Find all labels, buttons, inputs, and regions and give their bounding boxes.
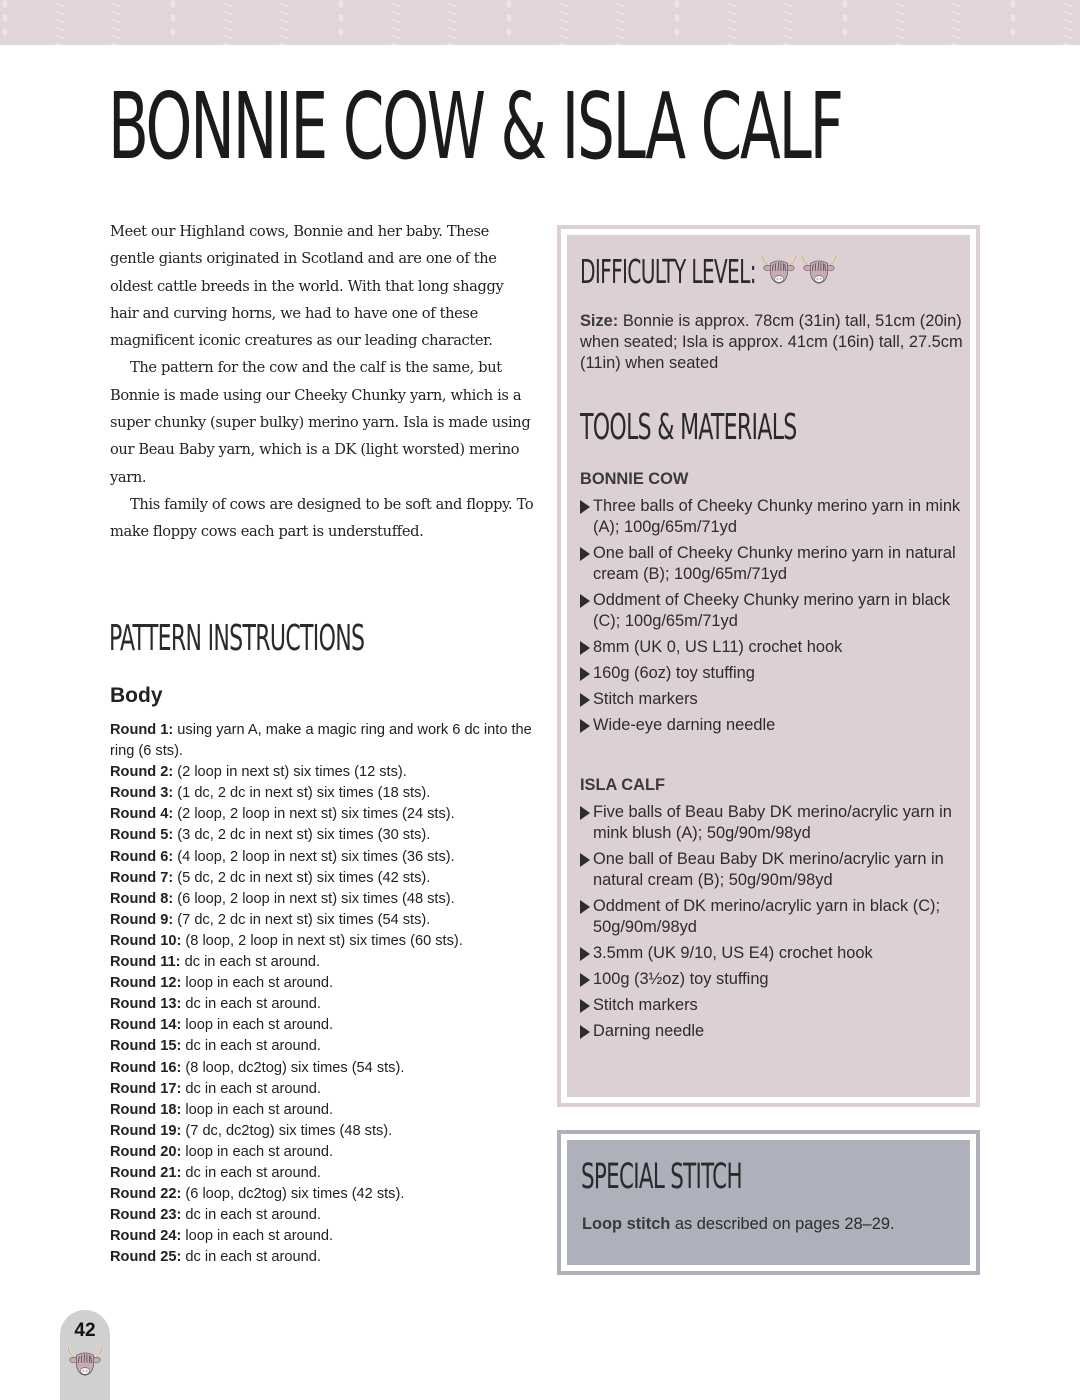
material-text: Stitch markers: [593, 690, 698, 708]
dash-mark: [1064, 43, 1071, 45]
dash-mark: [280, 43, 287, 45]
dash-mark: [112, 27, 119, 30]
dot-mark: [3, 0, 8, 8]
dash-mark: [784, 11, 791, 14]
round-instruction: (2 loop in next st) six times (12 sts).: [173, 764, 407, 781]
round-instruction: (7 dc, 2 dc in next st) six times (54 sts).: [173, 911, 431, 928]
dash-mark: [728, 11, 735, 14]
dash-mark: [280, 19, 287, 22]
round-instruction: dc in each st around.: [181, 1249, 321, 1266]
yarn-pattern-decoration: [0, 0, 1080, 45]
material-item: [580, 590, 965, 632]
isla-materials-list: [580, 802, 965, 1047]
dash-mark: [392, 35, 399, 38]
material-text: Five balls of Beau Baby DK merino/acrylic yarn in mink blush (A); 50g/90m/98yd: [593, 803, 952, 842]
pattern-round: [110, 1142, 540, 1163]
dash-mark: [952, 27, 959, 30]
dash-mark: [280, 27, 287, 30]
dash-mark: [1064, 19, 1071, 22]
dash-mark: [392, 27, 399, 30]
round-label: Round 5:: [110, 827, 174, 844]
round-instruction: dc in each st around.: [181, 1080, 321, 1097]
page-title: BONNIE COW & ISLA CALF: [108, 73, 842, 180]
dash-mark: [952, 11, 959, 14]
dash-mark: [56, 35, 63, 38]
pattern-round: [110, 762, 540, 783]
highland-cow-icon: [800, 252, 838, 290]
material-item: [580, 543, 965, 585]
bullet-triangle-icon: [580, 999, 590, 1013]
bullet-triangle-icon: [580, 641, 590, 655]
round-instruction: loop in each st around.: [181, 1101, 334, 1118]
dash-mark: [448, 43, 455, 45]
dash-mark: [280, 35, 287, 38]
dash-mark: [728, 3, 735, 6]
round-label: Round 19:: [110, 1122, 182, 1139]
pattern-round: [110, 994, 540, 1015]
dot-mark: [675, 14, 680, 22]
pattern-round: [110, 1226, 540, 1247]
pattern-round: [110, 1100, 540, 1121]
dot-mark: [1011, 28, 1016, 36]
round-instruction: dc in each st around.: [181, 1207, 321, 1224]
material-item: [580, 689, 965, 710]
bullet-triangle-icon: [580, 719, 590, 733]
dash-mark: [1064, 11, 1071, 14]
pattern-round: [110, 1184, 540, 1205]
dash-mark: [56, 27, 63, 30]
bullet-triangle-icon: [580, 667, 590, 681]
dot-mark: [1011, 14, 1016, 22]
dash-mark: [448, 19, 455, 22]
round-label: Round 17:: [110, 1080, 182, 1097]
material-item: [580, 849, 965, 891]
material-text: Wide-eye darning needle: [593, 716, 776, 734]
dash-mark: [1064, 27, 1071, 30]
round-instruction: dc in each st around.: [181, 1038, 321, 1055]
dash-mark: [224, 43, 231, 45]
dash-mark: [784, 43, 791, 45]
dash-mark: [728, 35, 735, 38]
pattern-round: [110, 910, 540, 931]
round-label: Round 8:: [110, 890, 174, 907]
dash-mark: [1064, 35, 1071, 38]
pattern-round: [110, 889, 540, 910]
round-label: Round 23:: [110, 1207, 182, 1224]
intro-paragraph: This family of cows are designed to be soft and floppy. To make floppy cows each part is understuffed.: [110, 495, 534, 541]
rounds-list: [110, 720, 540, 1268]
intro-text: [110, 218, 535, 546]
dash-mark: [56, 11, 63, 14]
round-label: Round 20:: [110, 1143, 182, 1160]
dash-mark: [952, 3, 959, 6]
special-stitch-description: as described on pages 28–29.: [670, 1215, 895, 1233]
body-section-heading: Body: [110, 684, 163, 707]
round-label: Round 13:: [110, 996, 182, 1013]
dot-mark: [339, 0, 344, 8]
dash-mark: [896, 35, 903, 38]
page-number: 42: [74, 1320, 96, 1341]
dash-mark: [616, 43, 623, 45]
material-text: 100g (3½oz) toy stuffing: [593, 970, 769, 988]
dash-mark: [112, 35, 119, 38]
material-text: 160g (6oz) toy stuffing: [593, 664, 755, 682]
special-stitch-name: Loop stitch: [582, 1215, 671, 1233]
pattern-round: [110, 1121, 540, 1142]
dot-mark: [843, 14, 848, 22]
dot-mark: [507, 14, 512, 22]
round-label: Round 1:: [110, 722, 174, 738]
dash-mark: [280, 11, 287, 14]
dash-mark: [560, 11, 567, 14]
bullet-triangle-icon: [580, 594, 590, 608]
round-instruction: (5 dc, 2 dc in next st) six times (42 sts).: [173, 869, 431, 886]
bullet-triangle-icon: [580, 547, 590, 561]
dash-mark: [728, 43, 735, 45]
highland-cow-icon: [760, 252, 798, 290]
dot-mark: [843, 0, 848, 8]
highland-cow-icon: [66, 1344, 104, 1382]
dash-mark: [112, 43, 119, 45]
material-item: [580, 896, 965, 938]
material-text: Oddment of Cheeky Chunky merino yarn in black (C); 100g/65m/71yd: [593, 591, 951, 630]
bullet-triangle-icon: [580, 973, 590, 987]
bullet-triangle-icon: [580, 1025, 590, 1039]
pattern-round: [110, 783, 540, 804]
round-instruction: (2 loop, 2 loop in next st) six times (24 sts).: [173, 806, 455, 823]
dash-mark: [560, 35, 567, 38]
round-instruction: (3 dc, 2 dc in next st) six times (30 sts).: [173, 827, 431, 844]
dash-mark: [560, 19, 567, 22]
dash-mark: [112, 19, 119, 22]
intro-paragraph: Meet our Highland cows, Bonnie and her baby. These gentle giants originated in Scotland and are one of the oldest cattle breeds in the world. With that long shaggy hair and curving horns, we had to have one of these magnificent iconic creatures as our leading character.: [110, 223, 504, 350]
material-text: One ball of Beau Baby DK merino/acrylic yarn in natural cream (B); 50g/90m/98yd: [593, 850, 944, 889]
material-item: [580, 715, 965, 736]
dot-mark: [171, 0, 176, 8]
pattern-round: [110, 1163, 540, 1184]
bullet-triangle-icon: [580, 853, 590, 867]
dash-mark: [392, 43, 399, 45]
round-instruction: (7 dc, dc2tog) six times (48 sts).: [181, 1122, 393, 1139]
round-label: Round 4:: [110, 806, 174, 823]
pattern-round: [110, 1079, 540, 1100]
round-instruction: dc in each st around.: [181, 1164, 321, 1181]
pattern-round: [110, 1205, 540, 1226]
material-item: [580, 637, 965, 658]
material-item: [580, 995, 965, 1016]
dash-mark: [448, 27, 455, 30]
decorative-header-band: [0, 0, 1080, 45]
material-text: Darning needle: [593, 1022, 705, 1040]
round-label: Round 24:: [110, 1228, 182, 1245]
page-number-tab: [60, 1310, 110, 1400]
round-instruction: (6 loop, 2 loop in next st) six times (48 sts).: [173, 890, 455, 907]
pattern-round: [110, 973, 540, 994]
dot-mark: [843, 28, 848, 36]
round-instruction: loop in each st around.: [181, 1228, 334, 1245]
dash-mark: [896, 43, 903, 45]
pattern-round: [110, 804, 540, 825]
dash-mark: [224, 3, 231, 6]
intro-paragraph: The pattern for the cow and the calf is the same, but Bonnie is made using our Cheeky Chunky yarn, which is a super chunky (super bulky) merino yarn. Isla is made using our Beau Baby yarn, which is a DK (light worsted) merino yarn.: [110, 359, 531, 486]
dash-mark: [952, 35, 959, 38]
pattern-round: [110, 847, 540, 868]
dot-mark: [171, 14, 176, 22]
material-text: One ball of Cheeky Chunky merino yarn in natural cream (B); 100g/65m/71yd: [593, 544, 956, 583]
pattern-instructions-heading: PATTERN INSTRUCTIONS: [109, 618, 365, 659]
pattern-round: [110, 931, 540, 952]
pattern-round: [110, 825, 540, 846]
round-instruction: dc in each st around.: [180, 954, 321, 971]
dash-mark: [616, 19, 623, 22]
bullet-triangle-icon: [580, 693, 590, 707]
round-label: Round 3:: [110, 785, 174, 802]
dot-mark: [1011, 0, 1016, 8]
dash-mark: [952, 43, 959, 45]
dash-mark: [784, 19, 791, 22]
round-instruction: loop in each st around.: [181, 1143, 334, 1160]
round-label: Round 10:: [110, 932, 182, 949]
pattern-round: [110, 720, 540, 762]
dash-mark: [1064, 3, 1071, 6]
material-item: [580, 663, 965, 684]
bullet-triangle-icon: [580, 947, 590, 961]
dash-mark: [224, 27, 231, 30]
bonnie-materials-list: [580, 496, 965, 741]
round-label: Round 21:: [110, 1164, 182, 1181]
round-label: Round 9:: [110, 911, 174, 928]
round-instruction: (8 loop, 2 loop in next st) six times (60 sts).: [181, 932, 463, 949]
dash-mark: [56, 43, 63, 45]
round-instruction: (8 loop, dc2tog) six times (54 sts).: [181, 1059, 405, 1076]
dash-mark: [896, 11, 903, 14]
round-instruction: dc in each st around.: [181, 996, 321, 1013]
dot-mark: [339, 14, 344, 22]
dash-mark: [224, 35, 231, 38]
dash-mark: [224, 19, 231, 22]
round-label: Round 11:: [110, 954, 181, 971]
dash-mark: [448, 35, 455, 38]
round-instruction: loop in each st around.: [181, 1017, 334, 1034]
round-label: Round 12:: [110, 975, 182, 992]
dash-mark: [896, 19, 903, 22]
round-instruction: (1 dc, 2 dc in next st) six times (18 sts).: [173, 785, 431, 802]
dot-mark: [507, 0, 512, 8]
round-label: Round 6:: [110, 848, 174, 865]
material-text: 3.5mm (UK 9/10, US E4) crochet hook: [593, 944, 873, 962]
material-item: [580, 496, 965, 538]
dot-mark: [171, 28, 176, 36]
material-item: [580, 1021, 965, 1042]
bonnie-cow-subheading: BONNIE COW: [580, 470, 689, 488]
dash-mark: [56, 19, 63, 22]
dash-mark: [896, 3, 903, 6]
dash-mark: [784, 27, 791, 30]
dash-mark: [616, 11, 623, 14]
dash-mark: [280, 3, 287, 6]
dash-mark: [112, 11, 119, 14]
difficulty-rating: [760, 252, 838, 290]
size-value: Bonnie is approx. 78cm (31in) tall, 51cm (20in) when seated; Isla is approx. 41cm (16in) tall, 27.5cm (11in) when seated: [580, 312, 963, 372]
dash-mark: [448, 3, 455, 6]
material-text: Stitch markers: [593, 996, 698, 1014]
dot-mark: [3, 28, 8, 36]
size-label: Size:: [580, 312, 619, 330]
material-item: [580, 943, 965, 964]
dash-mark: [392, 3, 399, 6]
round-label: Round 7:: [110, 869, 174, 886]
difficulty-heading: DIFFICULTY LEVEL:: [580, 252, 756, 291]
round-label: Round 2:: [110, 764, 174, 781]
pattern-round: [110, 952, 540, 973]
dot-mark: [675, 0, 680, 8]
pattern-round: [110, 1015, 540, 1036]
special-stitch-heading: SPECIAL STITCH: [581, 1157, 742, 1197]
material-text: Oddment of DK merino/acrylic yarn in black (C); 50g/90m/98yd: [593, 897, 941, 936]
round-instruction: loop in each st around.: [181, 975, 334, 992]
tools-materials-heading: TOOLS & MATERIALS: [580, 407, 797, 448]
size-info: [580, 311, 965, 374]
round-label: Round 22:: [110, 1186, 182, 1203]
dash-mark: [448, 11, 455, 14]
dash-mark: [560, 43, 567, 45]
dash-mark: [896, 27, 903, 30]
dash-mark: [616, 27, 623, 30]
dash-mark: [952, 19, 959, 22]
dash-mark: [56, 3, 63, 6]
dash-mark: [224, 11, 231, 14]
pattern-round: [110, 868, 540, 889]
dot-mark: [507, 28, 512, 36]
dash-mark: [560, 27, 567, 30]
material-item: [580, 802, 965, 844]
dash-mark: [784, 35, 791, 38]
dash-mark: [784, 3, 791, 6]
round-label: Round 16:: [110, 1059, 182, 1076]
isla-calf-subheading: ISLA CALF: [580, 776, 665, 794]
round-instruction: (6 loop, dc2tog) six times (42 sts).: [181, 1186, 405, 1203]
round-instruction: using yarn A, make a magic ring and work 6 dc into the ring (6 sts).: [110, 722, 532, 760]
pattern-round: [110, 1036, 540, 1057]
pattern-round: [110, 1058, 540, 1079]
dash-mark: [728, 19, 735, 22]
round-label: Round 18:: [110, 1101, 182, 1118]
bullet-triangle-icon: [580, 900, 590, 914]
dash-mark: [112, 3, 119, 6]
bullet-triangle-icon: [580, 806, 590, 820]
round-label: Round 15:: [110, 1038, 182, 1055]
dot-mark: [3, 14, 8, 22]
bullet-triangle-icon: [580, 500, 590, 514]
round-label: Round 14:: [110, 1017, 182, 1034]
round-label: Round 25:: [110, 1249, 182, 1266]
dash-mark: [392, 11, 399, 14]
round-instruction: (4 loop, 2 loop in next st) six times (36 sts).: [173, 848, 455, 865]
material-text: 8mm (UK 0, US L11) crochet hook: [593, 638, 843, 656]
material-text: Three balls of Cheeky Chunky merino yarn in mink (A); 100g/65m/71yd: [593, 497, 961, 536]
dash-mark: [560, 3, 567, 6]
dot-mark: [339, 28, 344, 36]
dash-mark: [392, 19, 399, 22]
dash-mark: [728, 27, 735, 30]
special-stitch-text: [582, 1214, 895, 1235]
dot-mark: [675, 28, 680, 36]
dash-mark: [616, 3, 623, 6]
dash-mark: [616, 35, 623, 38]
pattern-round: [110, 1247, 540, 1268]
material-item: [580, 969, 965, 990]
